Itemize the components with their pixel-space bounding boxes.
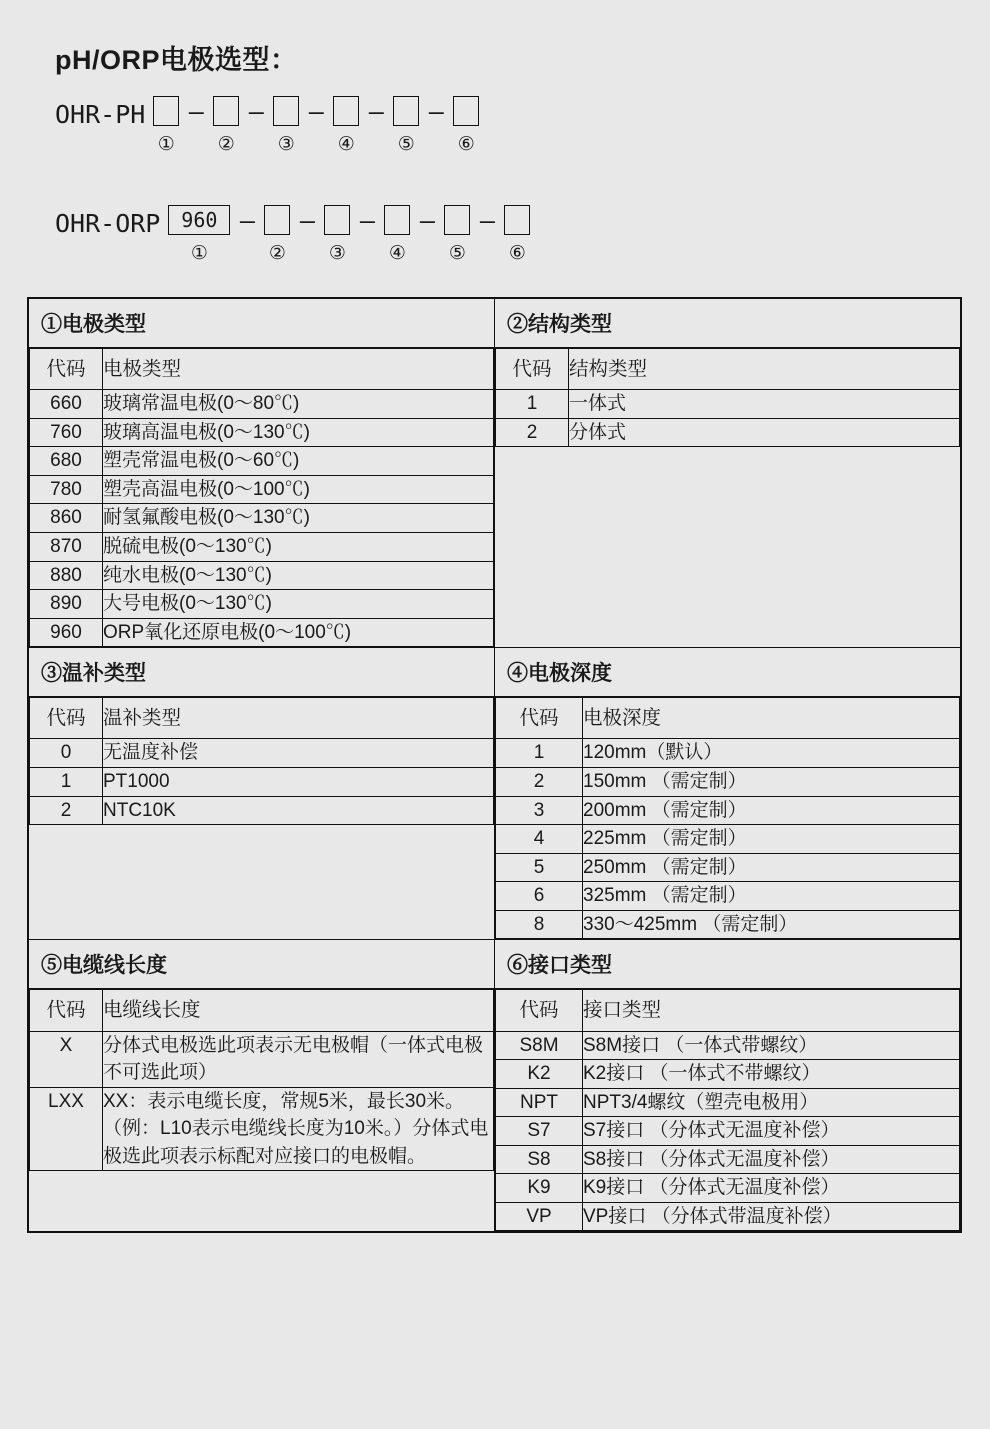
slot-group-orp: [164, 205, 534, 263]
desc-cell: NPT3/4螺纹（塑壳电极用）: [583, 1088, 960, 1117]
slot-4[interactable]: [329, 96, 363, 154]
code-cell: 1: [496, 739, 583, 768]
desc-cell: 200mm （需定制）: [583, 796, 960, 825]
desc-cell: S8M接口 （一体式带螺纹）: [583, 1031, 960, 1060]
orp-slot-5[interactable]: [440, 205, 474, 263]
orp-slot-1[interactable]: [164, 205, 234, 263]
separator-1: –: [188, 97, 204, 126]
table-row: [30, 618, 494, 647]
slot-1[interactable]: [149, 96, 183, 154]
page-title: pH/ORP电极选型：: [55, 45, 298, 75]
model-code-builder-orp: [55, 205, 534, 263]
code-cell: 780: [30, 475, 103, 504]
section-5-header-row: [30, 990, 494, 1031]
slot-6-box[interactable]: [453, 96, 479, 126]
slot-6-label: ⑥: [457, 134, 475, 155]
section-1-table: [29, 348, 494, 647]
desc-cell: 225mm （需定制）: [583, 825, 960, 854]
section-4-header-row: [496, 698, 960, 739]
orp-slot-6-label: ⑥: [508, 243, 526, 264]
orp-slot-4-box[interactable]: [384, 205, 410, 235]
section-4-col-desc: 电极深度: [583, 698, 960, 739]
section-2-heading: ②结构类型: [495, 299, 960, 348]
code-cell: S8: [496, 1145, 583, 1174]
slot-2-box[interactable]: [213, 96, 239, 126]
table-row: [30, 768, 494, 797]
slot-6[interactable]: [449, 96, 483, 154]
code-cell: 1: [30, 768, 103, 797]
orp-slot-6-box[interactable]: [504, 205, 530, 235]
table-row: [496, 390, 960, 419]
table-row: [496, 418, 960, 447]
slot-3-box[interactable]: [273, 96, 299, 126]
table-row: [496, 1031, 960, 1060]
desc-cell: ORP氧化还原电极(0～100℃): [103, 618, 494, 647]
table-row: [496, 1145, 960, 1174]
desc-cell: PT1000: [103, 768, 494, 797]
section-2: [495, 299, 961, 648]
slot-5-box[interactable]: [393, 96, 419, 126]
slot-group-ph: [149, 96, 483, 154]
separator-3: –: [308, 97, 324, 126]
section-3: [29, 648, 495, 940]
code-cell: K9: [496, 1174, 583, 1203]
desc-cell: 无温度补偿: [103, 739, 494, 768]
desc-cell: 玻璃高温电极(0～130℃): [103, 418, 494, 447]
orp-slot-1-label: ①: [190, 243, 208, 264]
table-row: [496, 882, 960, 911]
code-cell: 860: [30, 504, 103, 533]
section-6: [495, 940, 961, 1232]
code-cell: 880: [30, 561, 103, 590]
orp-slot-1-box[interactable]: 960: [168, 205, 230, 235]
table-row: [496, 768, 960, 797]
desc-cell: NTC10K: [103, 796, 494, 825]
orp-separator-5: –: [479, 206, 495, 235]
orp-slot-6[interactable]: [500, 205, 534, 263]
code-cell: 960: [30, 618, 103, 647]
orp-separator-4: –: [419, 206, 435, 235]
section-3-col-desc: 温补类型: [103, 698, 494, 739]
orp-slot-2[interactable]: [260, 205, 294, 263]
code-cell: 2: [496, 418, 569, 447]
section-6-table: [495, 989, 960, 1231]
section-1: [29, 299, 495, 648]
desc-cell: 大号电极(0～130℃): [103, 590, 494, 619]
section-5-table: [29, 989, 494, 1171]
desc-cell: S7接口 （分体式无温度补偿）: [583, 1117, 960, 1146]
code-cell: 660: [30, 390, 103, 419]
section-5: [29, 940, 495, 1232]
table-row: [30, 533, 494, 562]
desc-cell: 250mm （需定制）: [583, 853, 960, 882]
desc-cell: 脱硫电极(0～130℃): [103, 533, 494, 562]
slot-2-label: ②: [217, 134, 235, 155]
table-row: [30, 418, 494, 447]
table-band-1: [29, 299, 961, 648]
table-row: [30, 561, 494, 590]
orp-separator-3: –: [359, 206, 375, 235]
code-cell: 3: [496, 796, 583, 825]
section-1-col-desc: 电极类型: [103, 349, 494, 390]
section-5-col-code: 代码: [30, 990, 103, 1031]
section-4-col-code: 代码: [496, 698, 583, 739]
code-cell: 760: [30, 418, 103, 447]
desc-cell: S8接口 （分体式无温度补偿）: [583, 1145, 960, 1174]
desc-cell: 分体式: [569, 418, 960, 447]
table-band-3: [29, 940, 961, 1232]
section-4-heading: ④电极深度: [495, 648, 960, 697]
code-cell: NPT: [496, 1088, 583, 1117]
table-row: [496, 1117, 960, 1146]
section-2-col-desc: 结构类型: [569, 349, 960, 390]
section-3-header-row: [30, 698, 494, 739]
table-row: [496, 796, 960, 825]
desc-cell: 分体式电极选此项表示无电极帽（一体式电极不可选此项）: [103, 1031, 494, 1087]
orp-slot-3[interactable]: [320, 205, 354, 263]
table-row: [30, 390, 494, 419]
table-row: [496, 825, 960, 854]
section-2-col-code: 代码: [496, 349, 569, 390]
code-cell: 4: [496, 825, 583, 854]
table-row: [30, 475, 494, 504]
code-cell: LXX: [30, 1087, 103, 1171]
orp-slot-3-label: ③: [328, 243, 346, 264]
slot-3-label: ③: [277, 134, 295, 155]
separator-4: –: [368, 97, 384, 126]
table-row: [30, 447, 494, 476]
section-6-header-row: [496, 990, 960, 1031]
desc-cell: 一体式: [569, 390, 960, 419]
code-cell: 1: [496, 390, 569, 419]
table-row: [30, 796, 494, 825]
orp-slot-4-label: ④: [388, 243, 406, 264]
code-cell: VP: [496, 1202, 583, 1231]
section-2-header-row: [496, 349, 960, 390]
table-row: [496, 1060, 960, 1089]
code-cell: 0: [30, 739, 103, 768]
desc-cell: 纯水电极(0～130℃): [103, 561, 494, 590]
desc-cell: 325mm （需定制）: [583, 882, 960, 911]
code-cell: 8: [496, 910, 583, 939]
table-row: [496, 1174, 960, 1203]
orp-separator-1: –: [239, 206, 255, 235]
table-row: [496, 910, 960, 939]
orp-slot-5-box[interactable]: [444, 205, 470, 235]
desc-cell: 耐氢氟酸电极(0～130℃): [103, 504, 494, 533]
section-2-table: [495, 348, 960, 447]
slot-2[interactable]: [209, 96, 243, 154]
slot-3[interactable]: [269, 96, 303, 154]
section-3-table: [29, 697, 494, 825]
slot-5[interactable]: [389, 96, 423, 154]
orp-slot-5-label: ⑤: [448, 243, 466, 264]
table-row: [30, 1031, 494, 1087]
section-6-heading: ⑥接口类型: [495, 940, 960, 989]
desc-cell: VP接口 （分体式带温度补偿）: [583, 1202, 960, 1231]
section-3-col-code: 代码: [30, 698, 103, 739]
code-cell: 5: [496, 853, 583, 882]
section-3-heading: ③温补类型: [29, 648, 494, 697]
code-cell: 2: [496, 768, 583, 797]
table-row: [496, 1202, 960, 1231]
desc-cell: 塑壳常温电极(0～60℃): [103, 447, 494, 476]
selection-table: [27, 297, 962, 1233]
desc-cell: 150mm （需定制）: [583, 768, 960, 797]
section-5-heading: ⑤电缆线长度: [29, 940, 494, 989]
table-row: [30, 1087, 494, 1171]
section-1-heading: ①电极类型: [29, 299, 494, 348]
section-1-col-code: 代码: [30, 349, 103, 390]
orp-slot-4[interactable]: [380, 205, 414, 263]
table-row: [496, 1088, 960, 1117]
desc-cell: 330～425mm （需定制）: [583, 910, 960, 939]
code-cell: 870: [30, 533, 103, 562]
table-row: [30, 504, 494, 533]
separator-5: –: [428, 97, 444, 126]
table-row: [30, 590, 494, 619]
orp-slot-2-label: ②: [268, 243, 286, 264]
slot-4-label: ④: [337, 134, 355, 155]
section-6-col-desc: 接口类型: [583, 990, 960, 1031]
table-row: [496, 853, 960, 882]
code-cell: 890: [30, 590, 103, 619]
code-cell: 680: [30, 447, 103, 476]
table-band-2: [29, 648, 961, 940]
desc-cell: 塑壳高温电极(0～100℃): [103, 475, 494, 504]
slot-1-label: ①: [157, 134, 175, 155]
model-prefix-orp: OHR-ORP: [55, 209, 161, 238]
slot-1-box[interactable]: [153, 96, 179, 126]
code-cell: K2: [496, 1060, 583, 1089]
desc-cell: 玻璃常温电极(0～80℃): [103, 390, 494, 419]
slot-5-label: ⑤: [397, 134, 415, 155]
code-cell: 2: [30, 796, 103, 825]
model-prefix-ph: OHR-PH: [55, 100, 146, 129]
code-cell: X: [30, 1031, 103, 1087]
separator-2: –: [248, 97, 264, 126]
desc-cell: XX：表示电缆长度，常规5米，最长30米。（例：L10表示电缆线长度为10米。）分体式电极选此项表示标配对应接口的电极帽。: [103, 1087, 494, 1171]
orp-slot-3-box[interactable]: [324, 205, 350, 235]
desc-cell: K9接口 （分体式无温度补偿）: [583, 1174, 960, 1203]
section-5-col-desc: 电缆线长度: [103, 990, 494, 1031]
section-4: [495, 648, 961, 940]
section-4-table: [495, 697, 960, 939]
table-row: [496, 739, 960, 768]
table-row: [30, 739, 494, 768]
slot-4-box[interactable]: [333, 96, 359, 126]
orp-separator-2: –: [299, 206, 315, 235]
code-cell: S7: [496, 1117, 583, 1146]
desc-cell: K2接口 （一体式不带螺纹）: [583, 1060, 960, 1089]
desc-cell: 120mm（默认）: [583, 739, 960, 768]
code-cell: S8M: [496, 1031, 583, 1060]
orp-slot-2-box[interactable]: [264, 205, 290, 235]
section-1-header-row: [30, 349, 494, 390]
code-cell: 6: [496, 882, 583, 911]
section-6-col-code: 代码: [496, 990, 583, 1031]
model-code-builder-ph: [55, 96, 483, 154]
